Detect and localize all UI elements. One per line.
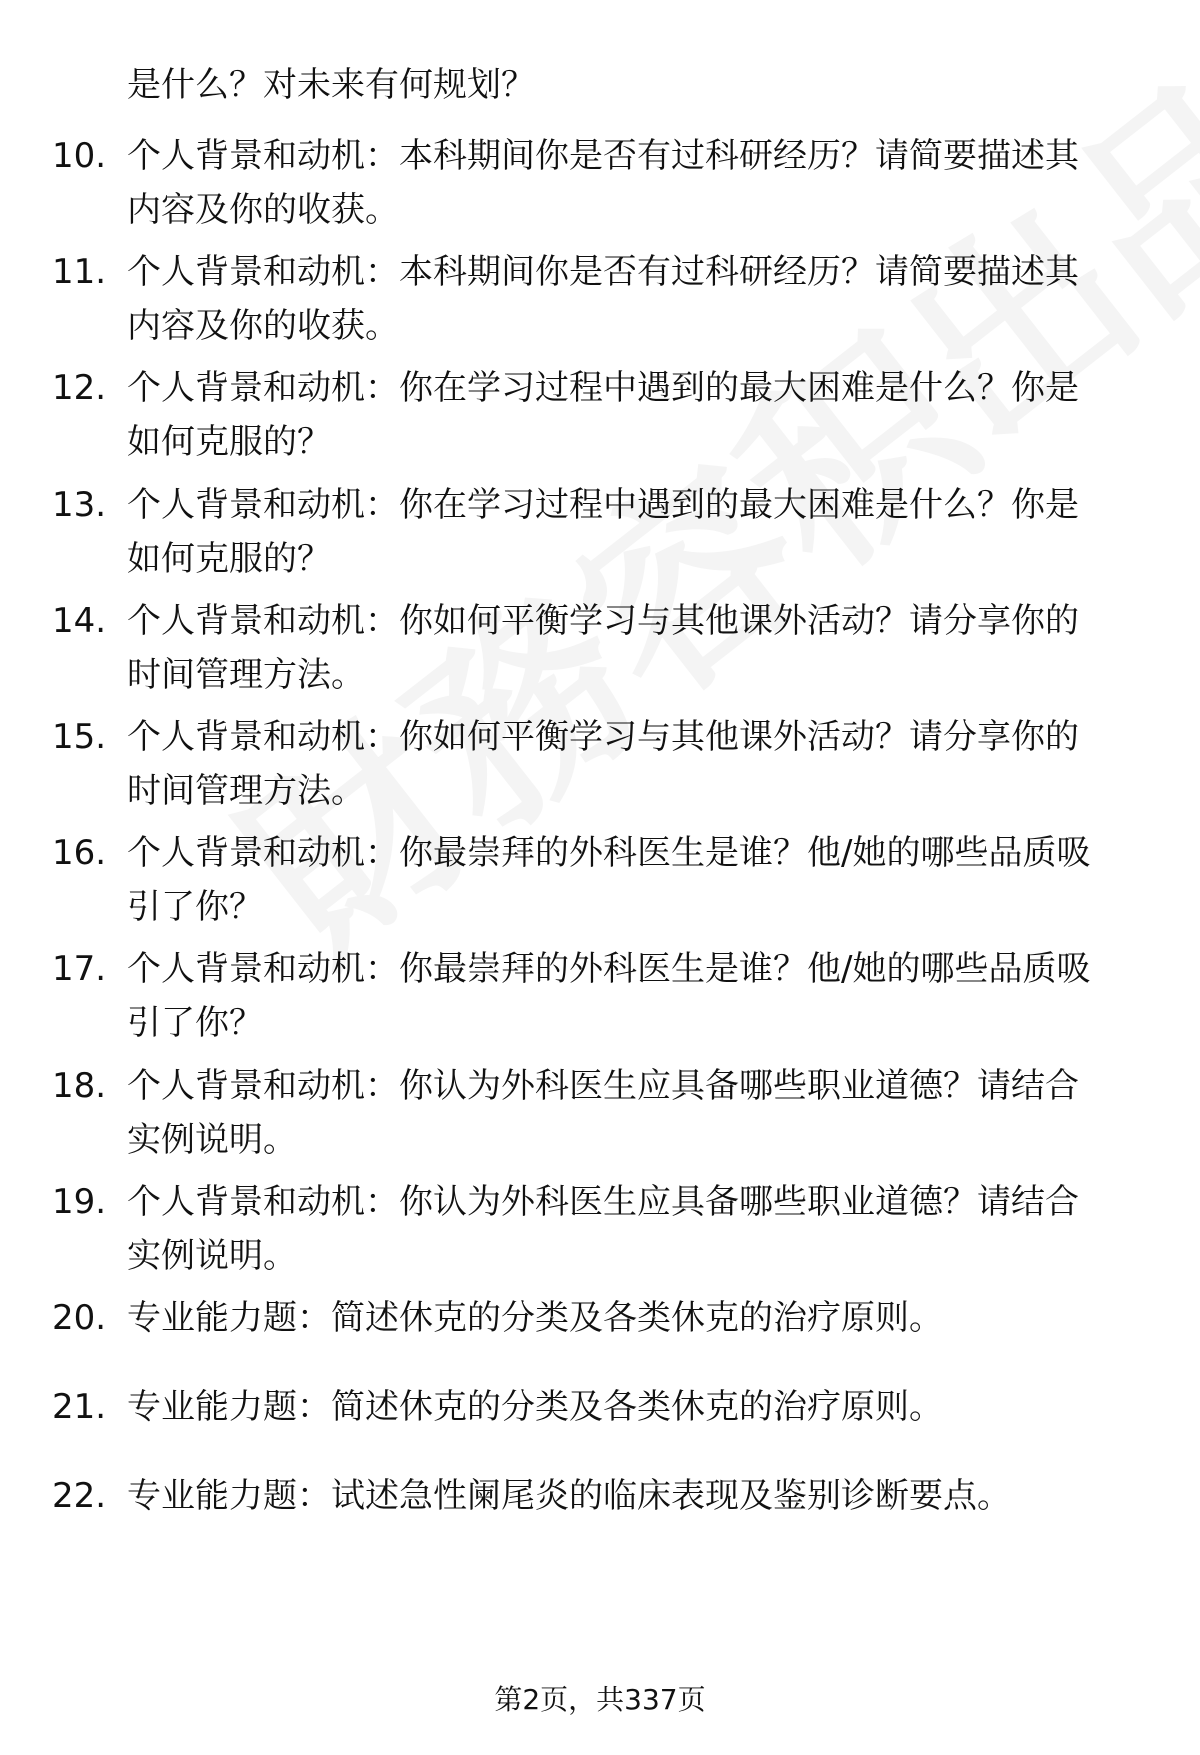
question-line: 专业能力题：简述休克的分类及各类休克的治疗原则。	[127, 1298, 943, 1338]
question-number: 16.	[52, 833, 107, 873]
question-text	[127, 129, 1157, 237]
question-number: 21.	[52, 1387, 107, 1427]
question-line: 如何克服的？	[127, 422, 331, 462]
question-line: 个人背景和动机：你如何平衡学习与其他课外活动？请分享你的	[127, 717, 1079, 757]
question-number: 19.	[52, 1182, 107, 1222]
question-line: 内容及你的收获。	[127, 190, 399, 230]
question-text	[127, 1469, 1157, 1523]
question-line: 个人背景和动机：你最崇拜的外科医生是谁？他/她的哪些品质吸	[127, 949, 1091, 989]
question-line: 时间管理方法。	[127, 771, 365, 811]
question-text	[127, 1175, 1157, 1283]
question-line: 个人背景和动机：你最崇拜的外科医生是谁？他/她的哪些品质吸	[127, 833, 1091, 873]
question-line: 个人背景和动机：你认为外科医生应具备哪些职业道德？请结合	[127, 1066, 1079, 1106]
question-text	[127, 478, 1157, 586]
question-number: 11.	[52, 252, 107, 292]
question-line: 个人背景和动机：你在学习过程中遇到的最大困难是什么？你是	[127, 485, 1079, 525]
question-line: 实例说明。	[127, 1236, 297, 1276]
question-text	[127, 594, 1157, 702]
question-text	[127, 1380, 1157, 1434]
question-line: 个人背景和动机：你如何平衡学习与其他课外活动？请分享你的	[127, 601, 1079, 641]
page-footer: 第2页，共337页	[494, 1683, 706, 1716]
question-text	[127, 1059, 1157, 1167]
question-number: 12.	[52, 368, 107, 408]
question-line: 个人背景和动机：本科期间你是否有过科研经历？请简要描述其	[127, 136, 1079, 176]
question-number: 10.	[52, 136, 107, 176]
question-line: 专业能力题：试述急性阑尾炎的临床表现及鉴别诊断要点。	[127, 1476, 1011, 1516]
question-line: 引了你？	[127, 1003, 263, 1043]
question-number: 18.	[52, 1066, 107, 1106]
question-text	[127, 710, 1157, 818]
question-line: 个人背景和动机：本科期间你是否有过科研经历？请简要描述其	[127, 252, 1079, 292]
question-line: 如何克服的？	[127, 539, 331, 579]
question-text	[127, 1291, 1157, 1345]
question-text	[127, 826, 1157, 934]
question-text	[127, 361, 1157, 469]
question-line: 内容及你的收获。	[127, 306, 399, 346]
continuation-text: 是什么？对未来有何规划？	[127, 65, 535, 105]
question-text	[127, 942, 1157, 1050]
question-line: 专业能力题：简述休克的分类及各类休克的治疗原则。	[127, 1387, 943, 1427]
question-number: 14.	[52, 601, 107, 641]
question-number: 22.	[52, 1476, 107, 1516]
question-number: 15.	[52, 717, 107, 757]
question-text	[127, 245, 1157, 353]
question-line: 时间管理方法。	[127, 655, 365, 695]
question-number: 17.	[52, 949, 107, 989]
question-line: 实例说明。	[127, 1120, 297, 1160]
question-number: 13.	[52, 485, 107, 525]
question-number: 20.	[52, 1298, 107, 1338]
question-line: 个人背景和动机：你在学习过程中遇到的最大困难是什么？你是	[127, 368, 1079, 408]
question-line: 个人背景和动机：你认为外科医生应具备哪些职业道德？请结合	[127, 1182, 1079, 1222]
question-line: 引了你？	[127, 887, 263, 927]
